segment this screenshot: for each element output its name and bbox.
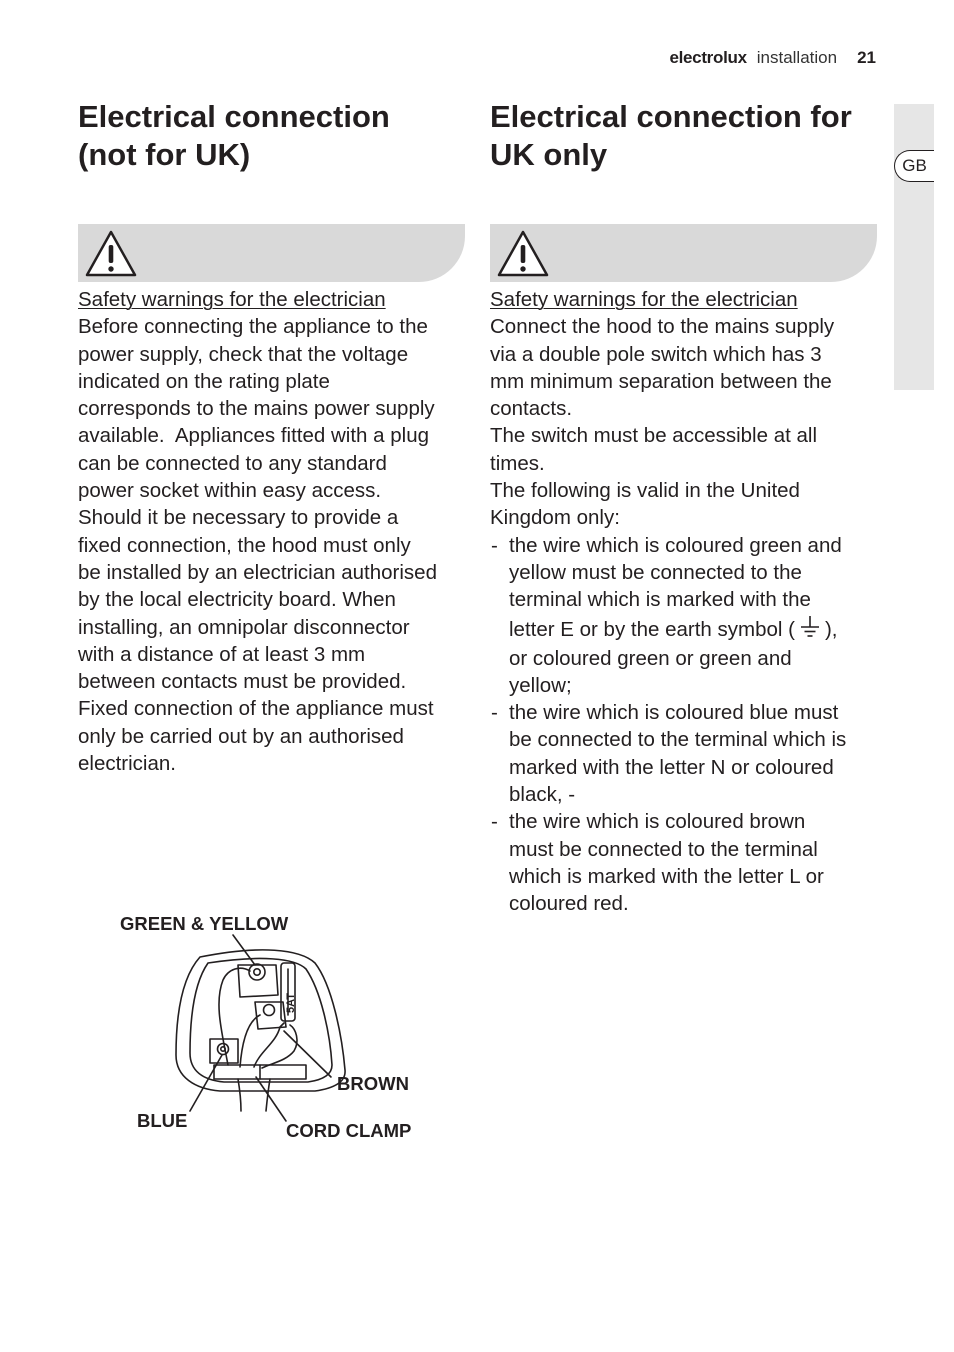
list-item — [490, 532, 885, 699]
list-line: be connected to the terminal which is — [509, 728, 847, 752]
warning-triangle-icon — [496, 228, 550, 278]
right-line: The following is valid in the United — [490, 479, 800, 503]
right-heading-line1: Electrical connection for — [490, 99, 852, 134]
list-dash: - — [491, 810, 498, 834]
list-line: the wire which is coloured blue must — [509, 701, 839, 725]
left-line: only be carried out by an authorised — [78, 724, 404, 748]
list-line: coloured red. — [509, 892, 629, 916]
left-line: be installed by an electrician authorised — [78, 560, 437, 584]
fuse-label: 5AT — [285, 993, 297, 1013]
right-heading-line2: UK only — [490, 137, 608, 172]
left-line: can be connected to any standard — [78, 451, 387, 475]
list-line: the wire which is coloured green and — [509, 533, 842, 557]
label-cord-clamp: CORD CLAMP — [286, 1120, 412, 1141]
left-line: Fixed connection of the appliance must — [78, 697, 434, 721]
list-line: yellow must be connected to the — [509, 560, 802, 584]
list-line: terminal which is marked with the — [509, 588, 811, 612]
right-line: Connect the hood to the mains supply — [490, 315, 835, 339]
left-line: power socket within easy access. — [78, 479, 382, 503]
right-line: contacts. — [490, 397, 573, 421]
left-line: Should it be necessary to provide a — [78, 506, 399, 530]
right-line: Kingdom only: — [490, 506, 620, 530]
left-line: corresponds to the mains power supply — [78, 397, 435, 421]
left-line: with a distance of at least 3 mm — [78, 642, 366, 666]
uk-plug-wiring-diagram-icon — [110, 905, 440, 1155]
left-line: indicated on the rating plate — [78, 369, 330, 393]
page-header — [669, 48, 876, 68]
list-line: black, - — [509, 783, 576, 807]
right-body — [490, 286, 885, 918]
right-subheading: Safety warnings for the electrician — [490, 288, 798, 311]
warning-triangle-icon — [84, 228, 138, 278]
plug-wiring-diagram — [110, 905, 440, 1155]
list-line: or coloured green or green and — [509, 646, 792, 670]
left-line: electrician. — [78, 752, 176, 776]
list-line: which is marked with the letter L or — [509, 864, 824, 888]
left-line: between contacts must be provided. — [78, 670, 407, 694]
list-line: the wire which is coloured brown — [509, 810, 806, 834]
right-line: via a double pole switch which has 3 — [490, 342, 822, 366]
list-dash: - — [491, 533, 498, 557]
earth-symbol-text-before: letter E or by the earth symbol ( — [509, 617, 795, 641]
left-line: fixed connection, the hood must only — [78, 533, 411, 557]
left-line: available. Appliances fitted with a plug — [78, 424, 430, 448]
right-line: times. — [490, 451, 545, 475]
left-line: power supply, check that the voltage — [78, 342, 409, 366]
brand-name: electrolux — [669, 48, 747, 67]
left-heading-line2: (not for UK) — [78, 137, 251, 172]
label-brown: BROWN — [337, 1073, 409, 1094]
left-heading — [78, 98, 390, 174]
list-line: must be connected to the terminal — [509, 837, 818, 861]
list-dash: - — [491, 701, 498, 725]
left-subheading: Safety warnings for the electrician — [78, 288, 386, 311]
right-line: The switch must be accessible at all — [490, 424, 817, 448]
list-line: yellow; — [509, 673, 572, 697]
page-number: 21 — [857, 48, 876, 67]
left-body — [78, 286, 478, 777]
list-item — [490, 699, 885, 808]
left-line: installing, an omnipolar disconnector — [78, 615, 410, 639]
left-warning-bar — [78, 224, 465, 282]
list-line-with-symbol — [509, 614, 885, 645]
earth-ground-icon — [798, 614, 822, 640]
left-heading-line1: Electrical connection — [78, 99, 390, 134]
section-name: installation — [756, 48, 838, 67]
label-blue: BLUE — [137, 1110, 188, 1131]
left-line: Before connecting the appliance to the — [78, 315, 428, 339]
side-tab — [894, 104, 934, 390]
left-line: by the local electricity board. When — [78, 588, 396, 612]
label-green-yellow: GREEN & YELLOW — [120, 913, 289, 934]
list-line: marked with the letter N or coloured — [509, 755, 834, 779]
right-heading — [490, 98, 852, 174]
right-line: mm minimum separation between the — [490, 369, 832, 393]
earth-symbol-text-after: ), — [824, 617, 838, 641]
right-warning-bar — [490, 224, 877, 282]
language-tab-label: GB — [894, 150, 934, 182]
list-item — [490, 808, 885, 917]
